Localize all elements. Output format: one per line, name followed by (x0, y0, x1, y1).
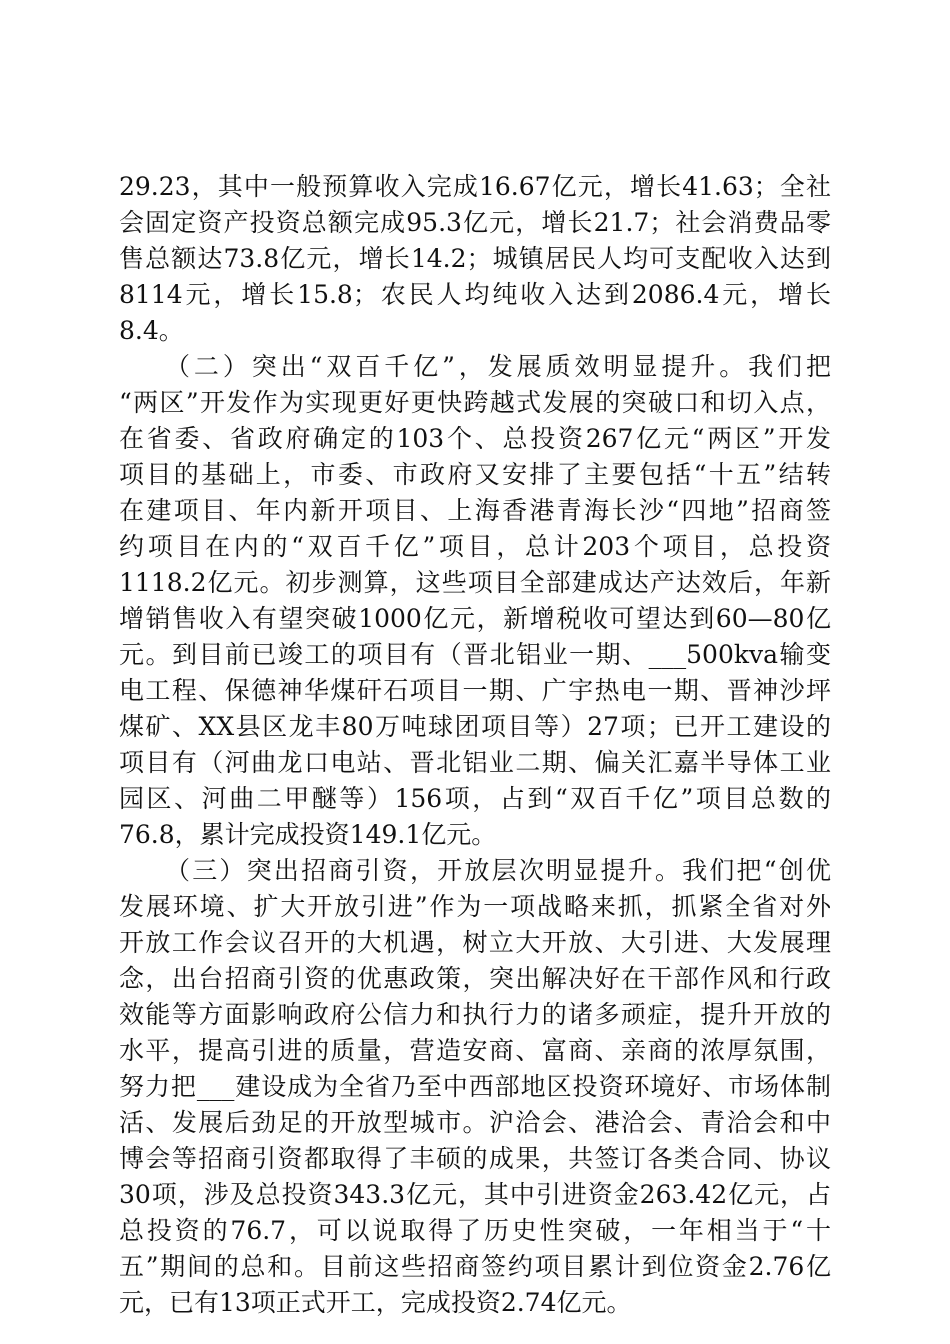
body-text-line: 园区、河曲二甲醚等）156项，占到“双百千亿”项目总数的 (119, 784, 831, 813)
body-text-line: 增销售收入有望突破1000亿元，新增税收可望达到60—80亿 (119, 604, 831, 633)
body-text-line: 念，出台招商引资的优惠政策，突出解决好在干部作风和行政 (119, 964, 831, 993)
body-text-line: 在建项目、年内新开项目、上海香港青海长沙“四地”招商签 (119, 496, 831, 525)
body-text-line: 约项目在内的“双百千亿”项目，总计203个项目，总投资 (119, 532, 831, 561)
body-text-line: 活、发展后劲足的开放型城市。沪洽会、港洽会、青洽会和中 (119, 1108, 831, 1137)
body-text-line: 售总额达73.8亿元，增长14.2；城镇居民人均可支配收入达到 (119, 244, 831, 273)
body-text-line: 1118.2亿元。初步测算，这些项目全部建成达产达效后，年新 (119, 568, 831, 597)
body-text-line: 76.8，累计完成投资149.1亿元。 (119, 820, 497, 849)
body-text-line: 8114元，增长15.8；农民人均纯收入达到2086.4元，增长 (119, 280, 831, 309)
body-text-line: 项目有（河曲龙口电站、晋北铝业二期、偏关汇嘉半导体工业 (119, 748, 831, 777)
body-text-line: 发展环境、扩大开放引进”作为一项战略来抓，抓紧全省对外 (119, 892, 831, 921)
body-text-line: 五”期间的总和。目前这些招商签约项目累计到位资金2.76亿 (119, 1252, 831, 1281)
body-text-line: 8.4。 (119, 316, 184, 345)
body-text-line: 元。到目前已竣工的项目有（晋北铝业一期、___500kva输变 (119, 640, 831, 669)
body-text-line: 煤矿、XX县区龙丰80万吨球团项目等）27项；已开工建设的 (119, 712, 831, 741)
body-text-line: “两区”开发作为实现更好更快跨越式发展的突破口和切入点， (119, 388, 831, 417)
body-text-line: 电工程、保德神华煤矸石项目一期、广宇热电一期、晋神沙坪 (119, 676, 831, 705)
body-text-line: 总投资的76.7，可以说取得了历史性突破，一年相当于“十 (119, 1216, 831, 1245)
body-text-line: 开放工作会议召开的大机遇，树立大开放、大引进、大发展理 (119, 928, 831, 957)
body-text-line: 会固定资产投资总额完成95.3亿元，增长21.7；社会消费品零 (119, 208, 831, 237)
body-text-line: 在省委、省政府确定的103个、总投资267亿元“两区”开发 (119, 424, 831, 453)
paragraph-heading-3: （三）突出招商引资，开放层次明显提升。我们把“创优 (165, 856, 831, 885)
body-text-line: 博会等招商引资都取得了丰硕的成果，共签订各类合同、协议 (119, 1144, 831, 1173)
body-text-line: 努力把___建设成为全省乃至中西部地区投资环境好、市场体制 (119, 1072, 831, 1101)
body-text-line: 项目的基础上，市委、市政府又安排了主要包括“十五”结转 (119, 460, 831, 489)
paragraph-heading-2: （二）突出“双百千亿”，发展质效明显提升。我们把 (165, 352, 831, 381)
body-text-line: 效能等方面影响政府公信力和执行力的诸多顽症，提升开放的 (119, 1000, 831, 1029)
body-text-line: 29.23，其中一般预算收入完成16.67亿元，增长41.63；全社 (119, 172, 831, 201)
body-text-line: 30项，涉及总投资343.3亿元，其中引进资金263.42亿元，占 (119, 1180, 831, 1209)
body-text-line: 元，已有13项正式开工，完成投资2.74亿元。 (119, 1288, 632, 1317)
body-text-line: 水平，提高引进的质量，营造安商、富商、亲商的浓厚氛围， (119, 1036, 831, 1065)
